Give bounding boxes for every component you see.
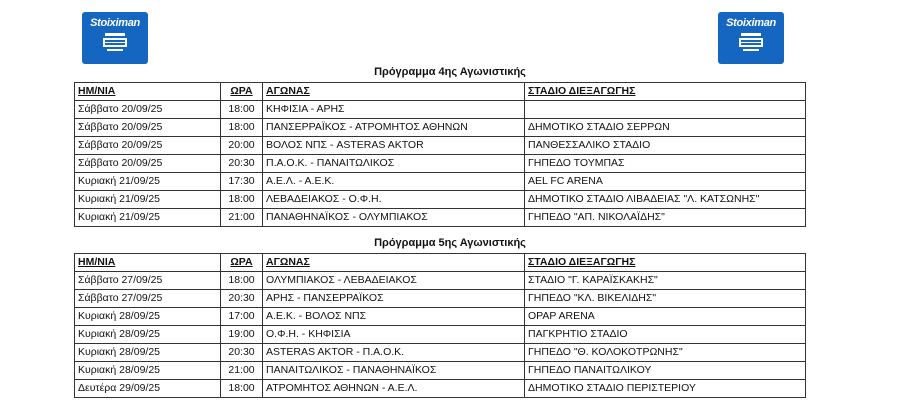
match-date: Σάββατο 20/09/25 bbox=[75, 155, 221, 173]
table-row bbox=[75, 290, 806, 308]
stoiximan-logo-right bbox=[718, 12, 784, 64]
match-venue bbox=[525, 101, 806, 119]
match-time: 17:30 bbox=[221, 173, 263, 191]
match-teams: ΠΑΝΑΙΤΩΛΙΚΟΣ - ΠΑΝΑΘΗΝΑΪΚΟΣ bbox=[263, 362, 525, 380]
match-time: 20:00 bbox=[221, 137, 263, 155]
table-row bbox=[75, 119, 806, 137]
match-date: Σάββατο 20/09/25 bbox=[75, 119, 221, 137]
table-row bbox=[75, 137, 806, 155]
round5-schedule-table bbox=[74, 253, 806, 398]
header-date: ΗΜ/ΝΙΑ bbox=[75, 254, 221, 272]
match-date: Κυριακή 28/09/25 bbox=[75, 362, 221, 380]
match-venue: ΓΗΠΕΔΟ ΠΑΝΑΙΤΩΛΙΚΟΥ bbox=[525, 362, 806, 380]
match-venue: ΔΗΜΟΤΙΚΟ ΣΤΑΔΙΟ ΛΙΒΑΔΕΙΑΣ "Λ. ΚΑΤΣΩΝΗΣ" bbox=[525, 191, 806, 209]
match-time: 18:00 bbox=[221, 380, 263, 398]
match-venue: ΔΗΜΟΤΙΚΟ ΣΤΑΔΙΟ ΠΕΡΙΣΤΕΡΙΟΥ bbox=[525, 380, 806, 398]
match-venue: ΣΤΑΔΙΟ "Γ. ΚΑΡΑΪΣΚΑΚΗΣ" bbox=[525, 272, 806, 290]
match-date: Σάββατο 20/09/25 bbox=[75, 137, 221, 155]
header-venue: ΣΤΑΔΙΟ ΔΙΕΞΑΓΩΓΗΣ bbox=[525, 83, 806, 101]
match-teams: Ο.Φ.Η. - ΚΗΦΙΣΙΑ bbox=[263, 326, 525, 344]
match-teams: ΠΑΝΣΕΡΡΑΪΚΟΣ - ΑΤΡΟΜΗΤΟΣ ΑΘΗΝΩΝ bbox=[263, 119, 525, 137]
header-time: ΩΡΑ bbox=[221, 83, 263, 101]
match-teams: ΑΡΗΣ - ΠΑΝΣΕΡΡΑΪΚΟΣ bbox=[263, 290, 525, 308]
logo-brand-text: Stoiximan bbox=[90, 17, 140, 29]
match-date: Δευτέρα 29/09/25 bbox=[75, 380, 221, 398]
match-teams: ΑΤΡΟΜΗΤΟΣ ΑΘΗΝΩΝ - Α.Ε.Λ. bbox=[263, 380, 525, 398]
match-time: 20:30 bbox=[221, 155, 263, 173]
match-teams: ASTERAS AKTOR - Π.Α.Ο.Κ. bbox=[263, 344, 525, 362]
match-venue: OPAP ARENA bbox=[525, 308, 806, 326]
match-time: 20:30 bbox=[221, 290, 263, 308]
round4-schedule-table bbox=[74, 82, 806, 227]
match-date: Κυριακή 21/09/25 bbox=[75, 191, 221, 209]
match-time: 21:00 bbox=[221, 209, 263, 227]
match-teams: Α.Ε.Κ. - ΒΟΛΟΣ ΝΠΣ bbox=[263, 308, 525, 326]
match-venue: ΓΗΠΕΔΟ "ΑΠ. ΝΙΚΟΛΑΪΔΗΣ" bbox=[525, 209, 806, 227]
table-row bbox=[75, 191, 806, 209]
table-row bbox=[75, 344, 806, 362]
match-venue: ΓΗΠΕΔΟ "ΚΛ. ΒΙΚΕΛΙΔΗΣ" bbox=[525, 290, 806, 308]
table-row bbox=[75, 326, 806, 344]
match-date: Κυριακή 21/09/25 bbox=[75, 209, 221, 227]
round5-title: Πρόγραμμα 5ης Αγωνιστικής bbox=[374, 237, 526, 249]
table-row bbox=[75, 380, 806, 398]
match-venue: ΠΑΓΚΡΗΤΙΟ ΣΤΑΔΙΟ bbox=[525, 326, 806, 344]
match-time: 19:00 bbox=[221, 326, 263, 344]
match-teams: ΚΗΦΙΣΙΑ - ΑΡΗΣ bbox=[263, 101, 525, 119]
header-time: ΩΡΑ bbox=[221, 254, 263, 272]
match-venue: ΓΗΠΕΔΟ ΤΟΥΜΠΑΣ bbox=[525, 155, 806, 173]
match-time: 18:00 bbox=[221, 101, 263, 119]
table-row bbox=[75, 308, 806, 326]
match-date: Σάββατο 27/09/25 bbox=[75, 290, 221, 308]
match-venue: ΓΗΠΕΔΟ "Θ. ΚΟΛΟΚΟΤΡΩΝΗΣ" bbox=[525, 344, 806, 362]
table-row bbox=[75, 101, 806, 119]
match-time: 17:00 bbox=[221, 308, 263, 326]
match-teams: ΛΕΒΑΔΕΙΑΚΟΣ - Ο.Φ.Η. bbox=[263, 191, 525, 209]
match-time: 18:00 bbox=[221, 191, 263, 209]
match-venue: ΔΗΜΟΤΙΚΟ ΣΤΑΔΙΟ ΣΕΡΡΩΝ bbox=[525, 119, 806, 137]
match-teams: Π.Α.Ο.Κ. - ΠΑΝΑΙΤΩΛΙΚΟΣ bbox=[263, 155, 525, 173]
table-row bbox=[75, 173, 806, 191]
table-header-row bbox=[75, 83, 806, 101]
match-date: Κυριακή 21/09/25 bbox=[75, 173, 221, 191]
round4-title: Πρόγραμμα 4ης Αγωνιστικής bbox=[374, 66, 526, 78]
table-row bbox=[75, 209, 806, 227]
match-venue: ΠΑΝΘΕΣΣΑΛΙΚΟ ΣΤΑΔΙΟ bbox=[525, 137, 806, 155]
match-time: 21:00 bbox=[221, 362, 263, 380]
header-venue: ΣΤΑΔΙΟ ΔΙΕΞΑΓΩΓΗΣ bbox=[525, 254, 806, 272]
header-date: ΗΜ/ΝΙΑ bbox=[75, 83, 221, 101]
match-date: Σάββατο 27/09/25 bbox=[75, 272, 221, 290]
match-teams: ΟΛΥΜΠΙΑΚΟΣ - ΛΕΒΑΔΕΙΑΚΟΣ bbox=[263, 272, 525, 290]
match-teams: Α.Ε.Λ. - Α.Ε.Κ. bbox=[263, 173, 525, 191]
table-row bbox=[75, 155, 806, 173]
match-time: 20:30 bbox=[221, 344, 263, 362]
match-venue: AEL FC ARENA bbox=[525, 173, 806, 191]
match-time: 18:00 bbox=[221, 119, 263, 137]
header-match: ΑΓΩΝΑΣ bbox=[263, 83, 525, 101]
table-row bbox=[75, 362, 806, 380]
header-match: ΑΓΩΝΑΣ bbox=[263, 254, 525, 272]
match-teams: ΠΑΝΑΘΗΝΑΪΚΟΣ - ΟΛΥΜΠΙΑΚΟΣ bbox=[263, 209, 525, 227]
table-row bbox=[75, 272, 806, 290]
match-date: Σάββατο 20/09/25 bbox=[75, 101, 221, 119]
logo-brand-text: Stoiximan bbox=[726, 17, 776, 29]
match-time: 18:00 bbox=[221, 272, 263, 290]
match-date: Κυριακή 28/09/25 bbox=[75, 344, 221, 362]
match-date: Κυριακή 28/09/25 bbox=[75, 308, 221, 326]
match-teams: ΒΟΛΟΣ ΝΠΣ - ASTERAS AKTOR bbox=[263, 137, 525, 155]
table-header-row bbox=[75, 254, 806, 272]
match-date: Κυριακή 28/09/25 bbox=[75, 326, 221, 344]
stoiximan-logo-left bbox=[82, 12, 148, 64]
